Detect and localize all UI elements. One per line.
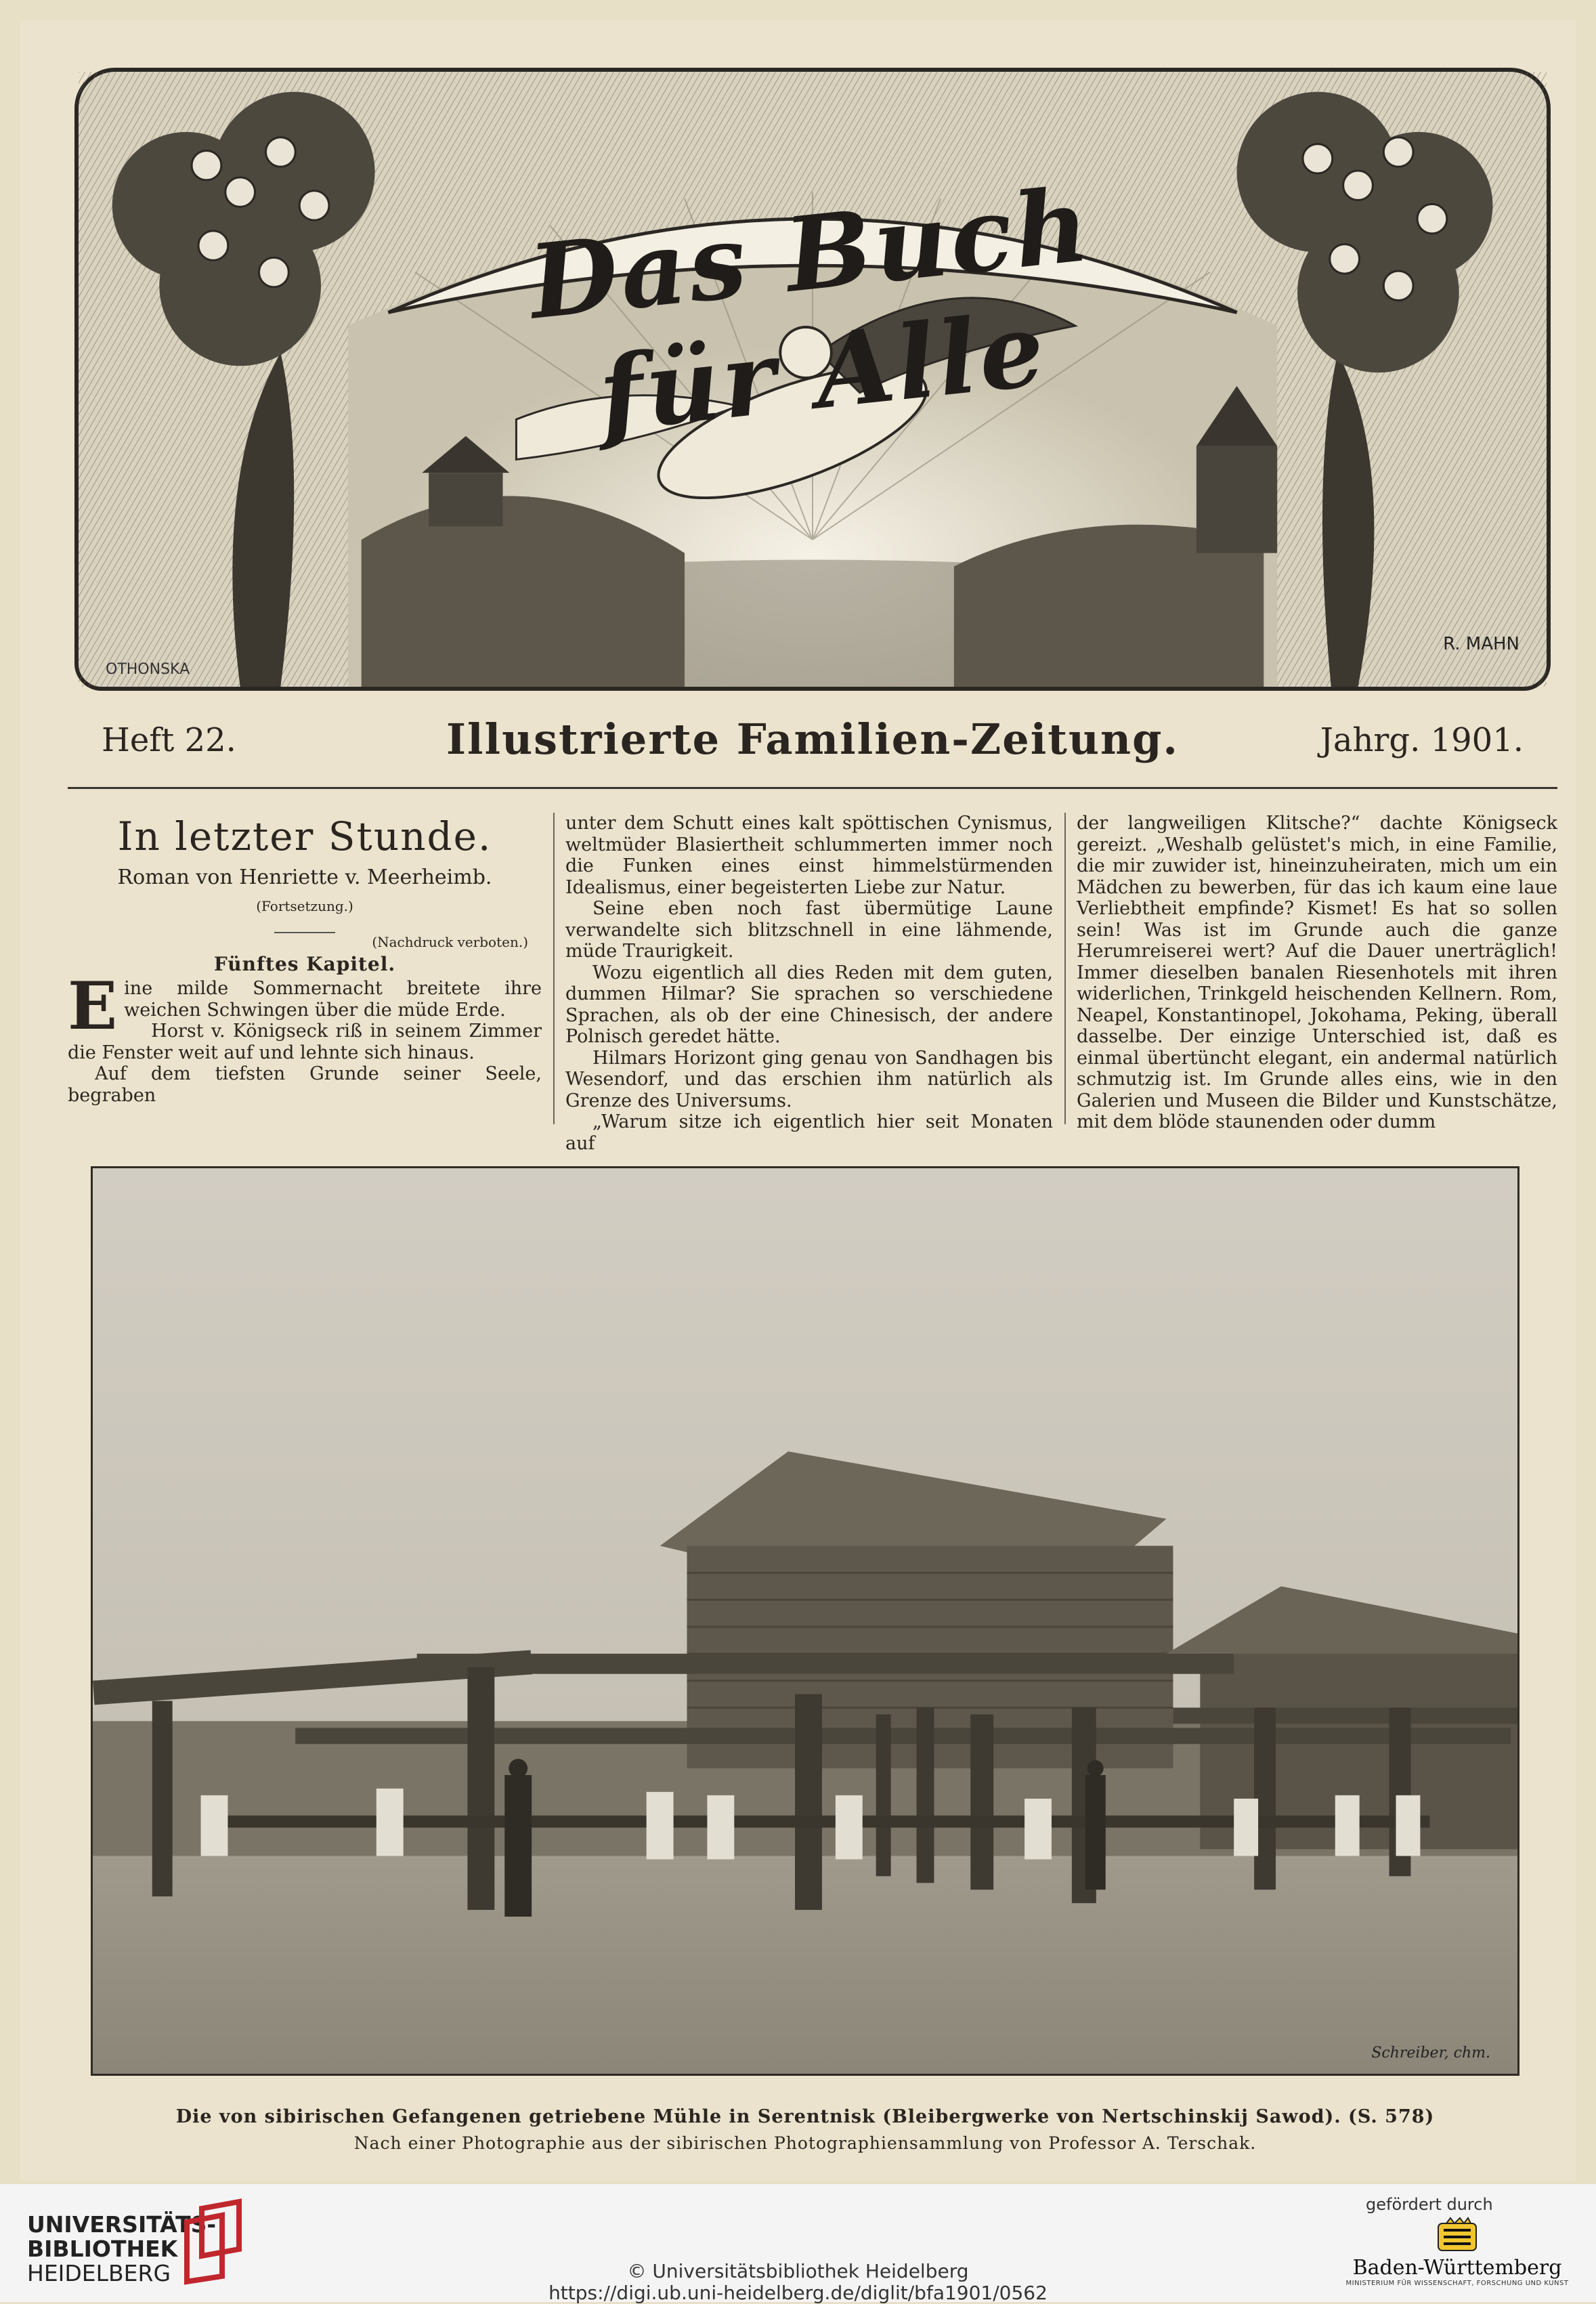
newspaper-page: [20, 20, 1576, 2181]
photo-source: Nach einer Photographie aus der sibirischen Photographiensammlung von Professor A. Terschak.: [353, 2133, 1257, 2153]
header-rule: [68, 787, 1557, 789]
permalink-url[interactable]: https://digi.ub.uni-heidelberg.de/diglit/bfa1901/0562: [548, 2282, 1048, 2304]
story-title: In letzter Stunde.: [117, 813, 492, 859]
article-columns: [68, 813, 1557, 1154]
chapter-heading: Fünftes Kapitel.: [213, 953, 396, 975]
funding-block: [1345, 2195, 1569, 2297]
drop-cap: E: [68, 968, 118, 1044]
issue-number: Heft 22.: [102, 721, 236, 759]
column-1: [68, 813, 542, 1124]
state-name: Baden-Württemberg: [1352, 2256, 1562, 2280]
story-continuation: (Fortsetzung.): [256, 898, 353, 914]
issue-year: Jahrg. 1901.: [1320, 721, 1524, 759]
paragraph: Seine eben noch fast übermütige Laune verwandelte sich blitzschnell in eine lähmende, müde Traurigkeit.: [565, 898, 1053, 962]
paragraph: unter dem Schutt eines kalt spöttischen Cynismus, weltmüder Blasiertheit schlummerten immer noch die Funken eines einst himmelstürmenden Idealismus, einer begeisterten Liebe zur Natur.: [565, 813, 1053, 898]
masthead-illustration: [74, 68, 1551, 691]
state-crest-icon: [1437, 2218, 1478, 2252]
photo-artwork: [93, 1168, 1517, 2074]
library-name: UNIVERSITÄTS- BIBLIOTHEK HEIDELBERG: [27, 2211, 217, 2286]
photo-caption: Die von sibirischen Gefangenen getriebene Mühle in Serentnisk (Bleibergwerke von Nertschinskij Sawod). (S. 578): [175, 2106, 1435, 2127]
column-3: [1077, 813, 1557, 1132]
mill-photograph: [91, 1166, 1519, 2076]
paragraph: Horst v. Königseck riß in seinem Zimmer die Fenster weit auf und lehnte sich hinaus.: [68, 1021, 542, 1063]
story-author: Roman von Henriette v. Meerheimb.: [117, 866, 492, 889]
paragraph: „Warum sitze ich eigentlich hier seit Monaten auf: [565, 1111, 1053, 1154]
reprint-note: (Nachdruck verboten.): [372, 934, 528, 950]
masthead-title: Das Buch für Alle: [523, 165, 1097, 455]
column-divider: [553, 813, 555, 1124]
digitization-footer: [0, 2184, 1596, 2302]
column-2: [565, 813, 1053, 1154]
engraver-credit: Schreiber, chm.: [1371, 2045, 1490, 2062]
copyright-notice: © Universitätsbibliothek Heidelberg: [627, 2260, 969, 2282]
paragraph: Hilmars Horizont ging genau von Sandhagen bis Wesendorf, und das erschien ihm natürlich als Grenze des Universums.: [565, 1047, 1053, 1111]
issue-line: [74, 714, 1551, 775]
paragraph: der langweiligen Klitsche?“ dachte Königseck gereizt. „Weshalb gelüstet's mich, in eine Familie, die mir zuwider ist, hineinzuheiraten, mich um ein Mädchen zu bewerben, für das ich kaum eine laue Verliebtheit empfinde? Kismet! Es hat so sollen sein! Was ist im Grunde auch die ganze Herumreiserei wert? Auf die Dauer unerträglich! Immer dieselben banalen Riesenhotels mit ihren widerlichen, Trinkgeld heischenden Kellnern. Rom, Neapel, Konstantinopel, Jokohama, Peking, überall dasselbe. Der einzige Unterschied ist, daß es einmal übertüncht elegant, ein andermal natürlich schmutzig ist. Im Grunde alles eins, wie in den Galerien und Museen die Bilder und Kunstschätze, mit dem blöde staunenden oder dumm: [1077, 813, 1557, 1132]
paragraph: Eine milde Sommernacht breitete ihre weichen Schwingen über die müde Erde.: [68, 968, 542, 1044]
paragraph: Wozu eigentlich all dies Reden mit dem guten, dummen Hilmar? Sie sprachen so verschiedene Sprachen, als ob der eine Chinesisch, der andere Polnisch geredet hätte.: [565, 962, 1053, 1047]
column-divider: [1064, 813, 1066, 1124]
funded-by-label: gefördert durch: [1366, 2195, 1493, 2214]
paragraph: Auf dem tiefsten Grunde seiner Seele, begraben: [68, 1063, 542, 1106]
artist-signature-left: OTHONSKA: [106, 661, 190, 678]
artist-signature-right: R. MAHN: [1443, 634, 1519, 654]
ministry-name: MINISTERIUM FÜR WISSENSCHAFT, FORSCHUNG UND KUNST: [1345, 2280, 1569, 2287]
publication-subtitle: Illustrierte Familien-Zeitung.: [446, 714, 1180, 764]
